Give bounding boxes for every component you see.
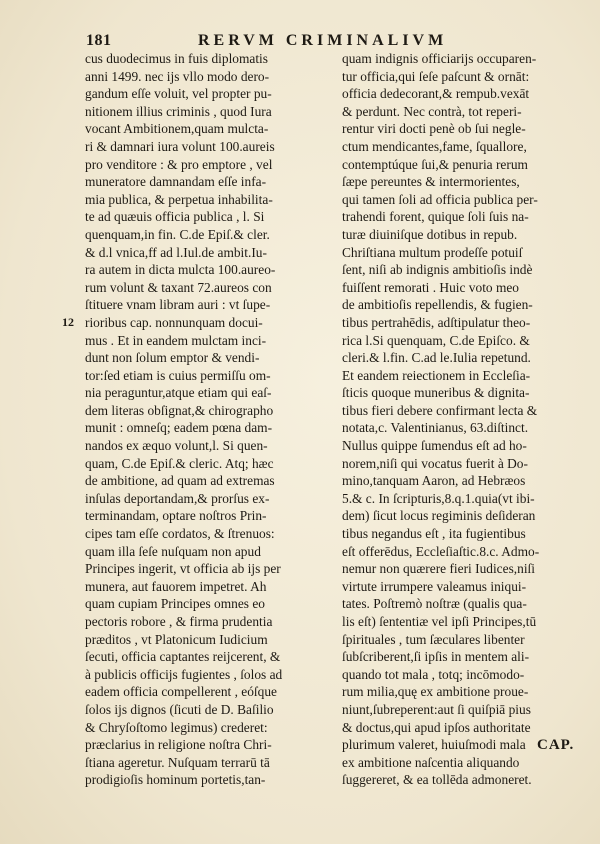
right-column-line: niunt,ſubreperent:aut ſi quiſpiā pius <box>342 701 531 717</box>
page-number: 181 <box>86 32 112 49</box>
left-column-line: dem literas obſignat,& chirographo <box>85 402 274 418</box>
left-column-line: rioribus cap. nonnunquam docui- <box>85 314 263 330</box>
right-column-line: contemptúque ſui,& penuria rerum <box>342 156 528 172</box>
left-column-line: ri & damnari iura volunt 100.aureis <box>85 138 275 154</box>
left-column-line: vocant Ambitionem,quam mulcta- <box>85 121 269 137</box>
right-column-line: tibus fieri debere confirmant lecta & <box>342 402 538 418</box>
right-column-line: nemur non quærere fieri Iudices,niſi <box>342 561 535 577</box>
right-column-line: fuiſſent remorati . Huic voto meo <box>342 279 520 295</box>
left-column-line: quam, C.de Epiſ.& cleric. Atq; hæc <box>85 455 274 471</box>
right-column-line: turæ diuiniſque dotibus in repub. <box>342 226 518 242</box>
right-column-line: ſubſcriberent,ſi ipſis in mentem ali- <box>342 649 530 665</box>
right-column-line: quam indignis officiarijs occuparen- <box>342 51 537 66</box>
right-column-line: ex ambitione naſcentia aliquando <box>342 754 520 770</box>
left-column-line: pro venditore : & pro emptore , vel <box>85 156 273 172</box>
left-text-column <box>85 50 327 789</box>
left-column-line: nandos ex æquo volunt,l. Si quen- <box>85 438 268 454</box>
right-column-line: notata,c. Valentinianus, 63.diſtinct. <box>342 420 529 436</box>
left-column-line: mus . Et in eandem mulctam inci- <box>85 332 267 348</box>
right-column-line: qui tamen ſoli ad officia publica per- <box>342 191 538 207</box>
right-column-line: 5.& c. In ſcripturis,8.q.1.quia(vt ibi- <box>342 490 535 506</box>
right-column-line: rica l.Si quenquam, C.de Epiſco. & <box>342 332 530 348</box>
right-column-line: ſpirituales , tum ſæculares libenter <box>342 631 525 647</box>
right-column-line: dem) ſicut locus regiminis deſideran <box>342 508 536 524</box>
right-column-line: mino,tanquam Aaron, ad Hebræos <box>342 473 526 489</box>
left-column-line: eadem officia compellerent , eóſque <box>85 684 277 700</box>
right-column-line: Et eandem reiectionem in Eccleſia- <box>342 367 531 383</box>
right-column-line: rentur viri docti penè ob ſui negle- <box>342 121 526 137</box>
left-column-line: ra autem in dicta mulcta 100.aureo- <box>85 262 276 278</box>
left-column-line: te ad quæuis officia publica , l. Si <box>85 209 265 225</box>
left-column-line: ſtituere vnam libram auri : vt ſupe- <box>85 297 271 313</box>
left-column-line: prodigioſis hominum portetis,tan- <box>85 772 266 788</box>
left-column-line: & Chryſoſtomo legimus) crederet: <box>85 719 268 735</box>
left-column-line: à publicis officijs fugientes , ſolos ad <box>85 666 283 682</box>
left-column-line: terminandam, optare noſtros Prin- <box>85 508 267 524</box>
right-column-line: tur officia,qui ſeſe paſcunt & ornāt: <box>342 68 530 84</box>
right-column-line: & perdunt. Nec contrà, tot reperi- <box>342 103 522 119</box>
left-column-line: mia publica, & perpetua inhabilita- <box>85 191 273 207</box>
right-column-line: & doctus,qui apud ipſos authoritate <box>342 719 531 735</box>
left-column-line: quam cupiam Principes omnes eo <box>85 596 265 612</box>
running-title: RERVM CRIMINALIVM <box>198 32 448 49</box>
right-text-column <box>342 50 584 789</box>
right-column-line: Nullus quippe ſumendus eſt ad ho- <box>342 438 527 454</box>
left-column-line: pectoris robore , & firma prudentia <box>85 614 273 629</box>
right-column-line: eſt offerēdus, Eccleſiaſtic.8.c. Admo- <box>342 543 540 559</box>
left-column-line: gandum eſſe voluit, vel propter pu- <box>85 86 272 102</box>
left-column-line: quenquam,in fin. C.de Epiſ.& cler. <box>85 226 270 242</box>
left-column-line: quam illa ſeſe nuſquam non apud <box>85 543 261 559</box>
left-column-line: rum volunt & taxant 72.aureos con <box>85 279 272 295</box>
right-column-line: officia dedecorant,& rempub.vexāt <box>342 86 530 102</box>
right-column-line: lis eſt) ſententiæ vel ipſi Principes,tū <box>342 614 537 629</box>
left-column-line: ſolos ijs dignos (ſicuti de D. Baſilio <box>85 701 274 717</box>
left-column-line: anni 1499. nec ijs vllo modo dero- <box>85 68 270 84</box>
left-column-line: præditos , vt Platonicum Iudicium <box>85 631 268 647</box>
right-column-line: de ambitioſis repellendis, & fugien- <box>342 297 533 313</box>
right-column-line: norem,niſi qui vocatus fuerit à Do- <box>342 455 528 471</box>
left-column-line: muneratore damnandam eſſe infa- <box>85 174 267 190</box>
left-column-line: cipes tam eſſe cordatos, & ſtrenuos: <box>85 526 275 542</box>
left-column-line: de ambitione, ad quam ad extremas <box>85 473 275 489</box>
right-column-line: tibus negandus eſt , ita fugientibus <box>342 526 526 542</box>
right-column-line: tibus pertrahēdis, adſtipulatur theo- <box>342 314 531 330</box>
right-column-line: virtute irrumpere valeamus iniqui- <box>342 578 527 594</box>
left-column-line: ſecuti, officia captantes reijcerent, & <box>85 649 281 665</box>
left-column-line: tor:ſed etiam is cuius permiſſu om- <box>85 367 271 383</box>
catchword: CAP. <box>537 737 575 753</box>
left-column-line: nia peraguntur,atque etiam qui eaſ- <box>85 385 272 401</box>
left-column-line: munit : omneſq; eadem pœna dam- <box>85 420 273 436</box>
right-column-line: quando tot mala , totq; incōmodo- <box>342 666 525 682</box>
left-column-line: inſulas deportandam,& prorſus ex- <box>85 490 270 506</box>
right-column-line: tates. Poſtremò noſtræ (qualis qua- <box>342 596 527 612</box>
right-column-line: trahendi forent, quique ſoli ſuis na- <box>342 209 529 225</box>
right-column-line: ſent, niſi ab indignis ambitioſis indè <box>342 262 533 278</box>
left-column-line: cus duodecimus in fuis diplomatis <box>85 51 268 66</box>
right-column-line: plurimum valeret, huiuſmodi mala <box>342 737 526 753</box>
margin-note: 12 <box>62 315 74 329</box>
right-column-line: rum milia,quę ex ambitione proue- <box>342 684 529 700</box>
left-column-line: ſtiana ageretur. Nuſquam terrarū tā <box>85 754 270 770</box>
left-column-line: munera, aut fauorem impetret. Ah <box>85 578 267 594</box>
right-column-line: Chriſtiana multum prodeſſe potuiſ <box>342 244 523 260</box>
left-column-line: dunt non ſolum emptor & vendi- <box>85 350 260 366</box>
left-column-line: & d.l vnica,ff ad l.Iul.de ambit.Iu- <box>85 244 267 260</box>
left-column-line: præclarius in religione noſtra Chri- <box>85 737 272 753</box>
right-column-line: ſæpe pereuntes & intermorientes, <box>342 174 520 190</box>
left-column-line: Principes ingerit, vt officia ab ijs per <box>85 561 281 577</box>
right-column-line: ſuggereret, & ea tollēda admoneret. <box>342 772 532 788</box>
right-column-line: ſticis quoque muneribus & dignita- <box>342 385 530 401</box>
left-column-line: nitionem illius criminis , quod Iura <box>85 103 272 119</box>
right-column-line: cleri.& l.fin. C.ad le.Iulia repetund. <box>342 350 531 366</box>
right-column-line: ctum mendicantes,fame, ſquallore, <box>342 138 527 154</box>
